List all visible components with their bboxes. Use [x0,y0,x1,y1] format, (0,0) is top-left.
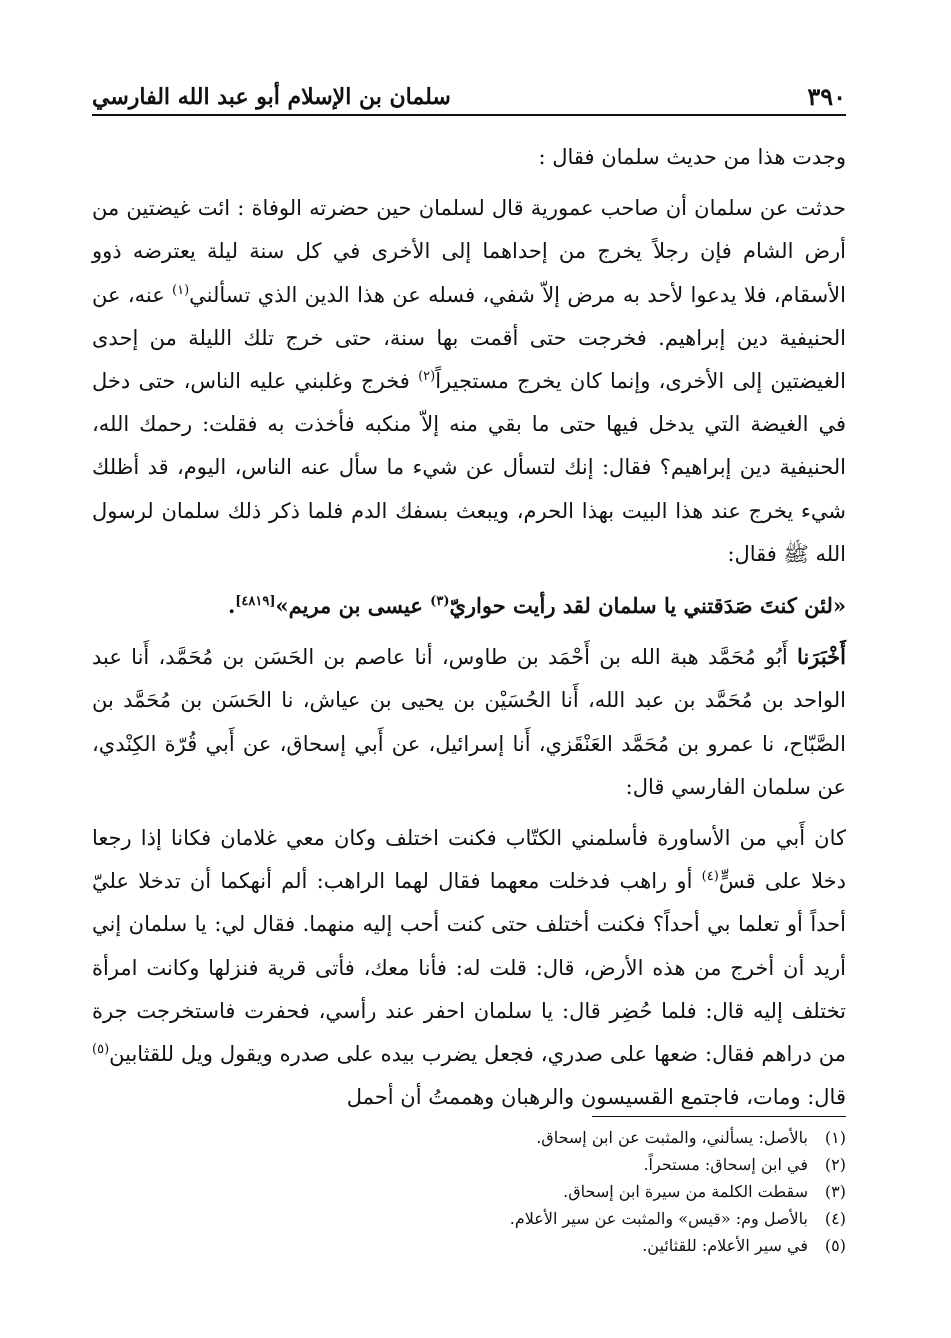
paragraph-narration [92,187,846,576]
footnote-rule [592,1116,846,1117]
footnote-item [92,1151,846,1178]
footnote-item [92,1205,846,1232]
header-rule [92,114,846,116]
footnote-ref-4: (٤) [701,869,719,885]
page-number: ٣٩٠ [807,82,846,111]
footnote-text: في سير الأعلام: للقثائين. [642,1236,808,1255]
paragraph-story [92,817,846,1119]
hadith-text-2: عيسى بن مريم» [275,593,431,619]
footnote-ref-1: (١) [172,282,190,298]
narration-text-1: حدثت عن سلمان أن صاحب عمورية قال لسلمان حين حضرته الوفاة : ائت غيضتين من أرض الشام فإن رجلاً يخرج من إحداهما إلى الأخرى في كل سنة ليلة يعترضه ذوو الأسقام، فلا يدعوا لأحد به مرض إلاّ شفي، فسله عن هذا الدين الذي تسألني [92,196,846,307]
story-text-2: أو راهب فدخلت معهما فقال لهما الراهب: ألم أنهكما أن تدخلا عليّ أحداً أو تعلما بي أحداً؟ فكنت أختلف حتى كنت أحب إليه منهما. فقال لي: يا سلمان إني أريد أن أخرج من هذه الأرض، قال: قلت له: فأنا معك، فأتى قرية فنزلها وكانت امرأة تختلف إليه قال: فلما حُضِر قال: يا سلمان احفر عند رأسي، فحفرت فاستخرجت جرة من دراهم فقال: ضعها على صدري، فجعل يضرب بيده على صدره ويقول ويل للقثابين [92,869,846,1067]
footnote-number: (٤) [824,1209,846,1228]
main-text [92,136,846,1119]
running-title: سلمان بن الإسلام أبو عبد الله الفارسي [92,84,451,110]
paragraph-hadith [92,584,846,627]
footnote-item [92,1232,846,1259]
page-header [92,72,846,112]
story-text-3: قال: ومات، فاجتمع القسيسون والرهبان وهممتُ أن أحمل [346,1085,846,1110]
footnote-number: (٣) [824,1182,846,1201]
footnote-text: في ابن إسحاق: مستحراً. [643,1155,808,1174]
hadith-text-1: «لئن كنتَ صَدَقتني يا سلمان لقد رأيت حواريّ [449,593,846,619]
footnote-number: (١) [824,1128,846,1147]
narration-text-3: فخرج وغلبني عليه الناس، حتى دخل في الغيضة التي يدخل فيها حتى ما بقي منه إلاّ منكبه فأخذت به فقلت: رحمك الله، الحنيفية دين إبراهيم؟ فقال: إنك لتسأل عن شيء ما سأل عنه الناس، اليوم، قد أظلك شيء يخرج عند هذا البيت بهذا الحرم، ويبعث بسفك الدم فلما ذكر ذلك سلمان لرسول الله ﷺ فقال: [92,369,846,566]
narration-text-2: عنه، عن الحنيفية دين إبراهيم. فخرجت حتى أقمت بها سنة، حتى خرج تلك الليلة من إحدى الغيضتين إلى الأخرى، وإنما كان يخرج مستجيراً [92,282,847,394]
paragraph-intro-text: وجدت هذا من حديث سلمان فقال : [538,145,846,169]
footnote-ref-2: (٢) [418,369,436,385]
footnote-text: بالأصل وم: «قيس» والمثبت عن سير الأعلام. [509,1209,808,1228]
hadith-end: . [227,593,236,619]
footnote-number: (٥) [824,1236,846,1255]
paragraph-intro [92,136,846,179]
footnote-item [92,1124,846,1151]
footnotes [92,1124,846,1259]
hadith-number: [٤٨١٩] [235,594,276,610]
footnote-text: سقطت الكلمة من سيرة ابن إسحاق. [563,1182,808,1201]
footnote-ref-3: (٣) [430,594,450,610]
footnote-item [92,1178,846,1205]
footnote-text: بالأصل: يسألني، والمثبت عن ابن إسحاق. [536,1128,808,1147]
footnote-number: (٢) [824,1155,846,1174]
story-text-1: كان أَبي من الأساورة فأسلمني الكتّاب فكنت اختلف وكان معي غلامان فكانا إذا رجعا دخلا على قسٍّ [92,826,846,894]
isnad-text: أَبُو مُحَمَّد هبة الله بن أَحْمَد بن طاوس، أنا عاصم بن الحَسَن بن مُحَمَّد، أَنا عبد الواحد بن مُحَمَّد بن عبد الله، أَنا الحُسَيْن بن يحيى بن عياش، نا الحَسَن بن مُحَمَّد بن الصَّبّاح، نا عمرو بن مُحَمَّد العَنْقَزي، أَنا إسرائيل، عن أَبي إسحاق، عن أَبي قُرّة الكِنْدي، عن سلمان الفارسي قال: [92,645,846,799]
isnad-opening-word: أَخْبَرَنا [797,644,846,670]
footnote-ref-5: (٥) [92,1042,110,1058]
paragraph-isnad [92,635,846,809]
